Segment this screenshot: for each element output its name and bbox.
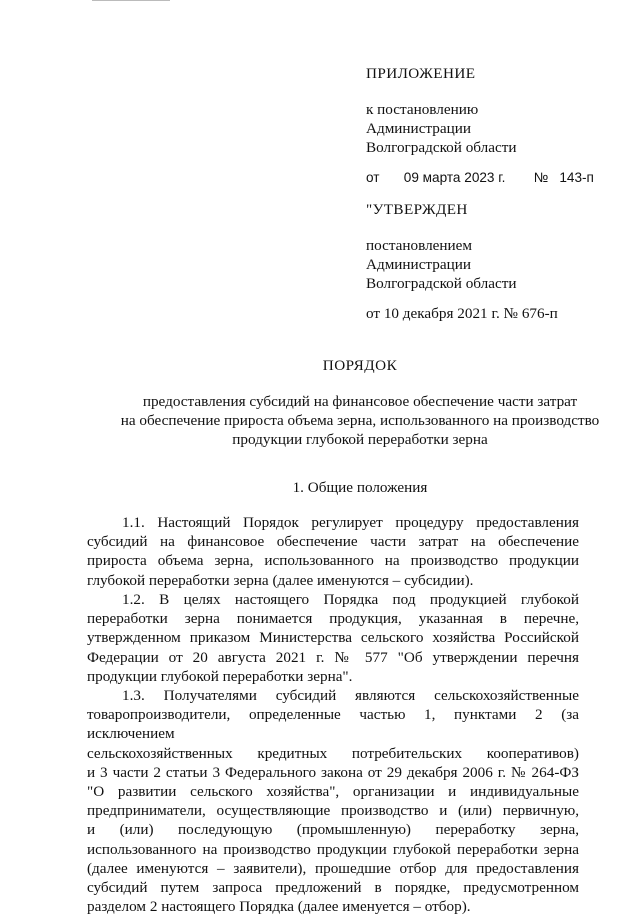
approved-line-3: Волгоградской области xyxy=(366,275,517,293)
approved-reference xyxy=(366,236,516,294)
appendix-date-prefix: от xyxy=(366,170,380,185)
paragraph-line: 1.1. Настоящий Порядок регулирует процедуру предоставления xyxy=(122,514,579,531)
paragraph-line: товаропроизводители, определенные частью 1, пунктами 2 (за исключением xyxy=(87,706,579,743)
paragraph-line: предприниматели, осуществляющие производство и (или) первичную, xyxy=(87,802,579,820)
appendix-date-line xyxy=(366,168,594,187)
approved-line-2: Администрации xyxy=(366,256,471,274)
document-subtitle xyxy=(80,392,640,450)
appendix-number-value: 143-п xyxy=(559,170,594,185)
subtitle-line: предоставления субсидий на финансовое обеспечение части затрат xyxy=(142,393,578,410)
paragraph-1-1 xyxy=(87,513,579,590)
paragraph-1-2 xyxy=(87,590,579,686)
paragraph-line: глубокой переработки зерна (далее именуются – субсидии). xyxy=(87,571,474,589)
paragraph-line: "О развитии сельского хозяйства", организации и индивидуальные xyxy=(87,783,579,801)
paragraph-line: утвержденном приказом Министерства сельского хозяйства Российской xyxy=(87,629,579,647)
appendix-block xyxy=(366,64,475,83)
paragraph-line: (далее именуются – заявители), прошедшие отбор для предоставления xyxy=(87,859,579,877)
appendix-line-3: Волгоградской области xyxy=(366,139,517,157)
paragraph-line: и 3 части 2 статьи 3 Федерального закона от 29 декабря 2006 г. № 264-ФЗ xyxy=(87,763,579,781)
approved-line-1: постановлением xyxy=(366,237,473,254)
approved-date-block xyxy=(366,304,558,323)
paragraph-line: 1.2. В целях настоящего Порядка под продукцией глубокой xyxy=(122,591,579,608)
approved-date-line: от 10 декабря 2021 г. № 676-п xyxy=(366,305,558,322)
paragraph-line: 1.3. Получателями субсидий являются сельскохозяйственные xyxy=(122,687,579,704)
paragraph-line: разделом 2 настоящего Порядка (далее именуется – отбор). xyxy=(87,898,471,916)
paragraph-line: субсидий путем запроса предложений в порядке, предусмотренном xyxy=(87,879,579,897)
appendix-number-sign: № xyxy=(533,170,549,185)
approved-block xyxy=(366,200,468,219)
paragraph-line: сельскохозяйственных кредитных потребительских кооперативов) xyxy=(87,744,579,762)
document-title: ПОРЯДОК xyxy=(322,357,398,374)
subtitle-line: продукции глубокой переработки зерна xyxy=(232,431,488,449)
paragraph-line: Федерации от 20 августа 2021 г. № 577 "Об утверждении перечня xyxy=(87,648,579,666)
appendix-line-1: к постановлению xyxy=(366,101,479,118)
appendix-reference xyxy=(366,100,516,158)
section-heading: 1. Общие положения xyxy=(292,479,428,496)
appendix-line-2: Администрации xyxy=(366,120,471,138)
subtitle-line: на обеспечение прироста объема зерна, использованного на производство xyxy=(120,412,600,430)
paragraph-line: субсидий на финансовое обеспечение части затрат на обеспечение xyxy=(87,533,579,551)
paragraph-line: продукции глубокой переработки зерна". xyxy=(87,667,353,685)
paragraph-line: использованного на производство продукции глубокой переработки зерна xyxy=(87,840,579,858)
paragraph-1-3 xyxy=(87,686,579,916)
appendix-title: ПРИЛОЖЕНИЕ xyxy=(366,65,476,82)
appendix-date-value: 09 марта 2023 г. xyxy=(403,170,506,185)
paragraph-line: прироста объема зерна, использованного на производство продукции xyxy=(87,552,579,570)
paragraph-line: переработки зерна понимается продукция, указанная в перечне, xyxy=(87,610,579,628)
paragraph-line: и (или) последующую (промышленную) переработку зерна, xyxy=(87,821,579,839)
top-edge-line xyxy=(92,0,170,1)
approved-title: "УТВЕРЖДЕН xyxy=(366,201,468,218)
